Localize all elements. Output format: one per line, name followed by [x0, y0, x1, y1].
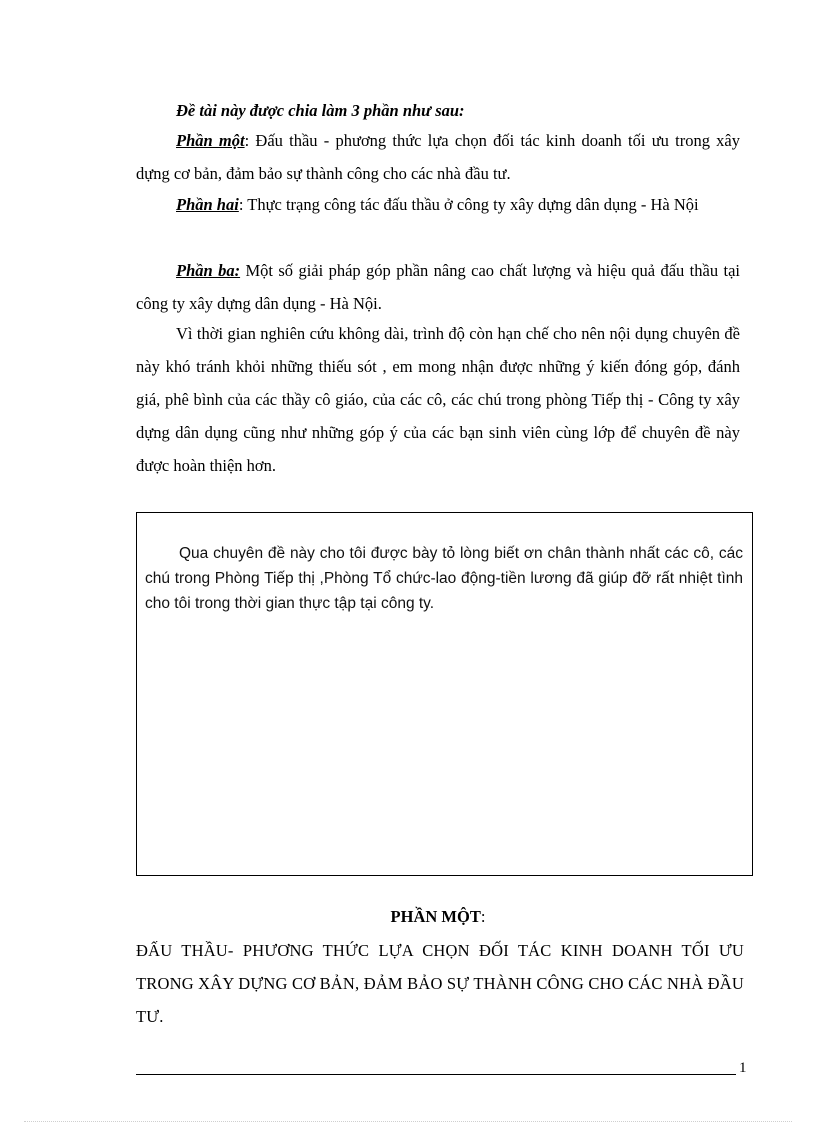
part-two-label: Phần hai [176, 195, 239, 214]
section-subtitle: ĐẤU THẦU- PHƯƠNG THỨC LỰA CHỌN ĐỐI TÁC KINH DOANH TỐI ƯU TRONG XÂY DỰNG CƠ BẢN, ĐẢM BẢO SỰ THÀNH CÔNG CHO CÁC NHÀ ĐẦU TƯ. [136, 941, 744, 1026]
part-two-text: : Thực trạng công tác đấu thầu ở công ty xây dựng dân dụng - Hà Nội [238, 195, 699, 214]
part-two-paragraph [136, 188, 740, 221]
part-one-paragraph [136, 124, 740, 190]
part-three-paragraph [136, 254, 740, 320]
intro-heading: Đề tài này được chia làm 3 phần như sau: [176, 101, 465, 120]
page-edge-divider [24, 1121, 792, 1122]
acknowledgement-box [136, 512, 753, 876]
acknowledgement-text: Qua chuyên đề này cho tôi được bày tỏ lòng biết ơn chân thành nhất các cô, các chú trong Phòng Tiếp thị ,Phòng Tổ chức-lao động-tiền lương đã giúp đỡ rất nhiệt tình cho tôi trong thời gian thực tập tại công ty. [145, 545, 743, 612]
footer-rule [136, 1074, 736, 1075]
closing-paragraph: Vì thời gian nghiên cứu không dài, trình độ còn hạn chế cho nên nội dụng chuyên đề này khó tránh khỏi những thiếu sót , em mong nhận được những ý kiến đóng góp, đánh giá, phê bình của các thầy cô giáo, của các cô, các chú trong phòng Tiếp thị - Công ty xây dựng dân dụng cũng như những góp ý của các bạn sinh viên cùng lớp để chuyên đề này được hoàn thiện hơn. [136, 324, 740, 475]
part-three-text: Một số giải pháp góp phần nâng cao chất lượng và hiệu quả đấu thầu tại công ty xây dựng dân dụng - Hà Nội. [136, 261, 740, 313]
section-title-text: PHẦN MỘT [390, 907, 481, 926]
page-number: 1 [739, 1060, 747, 1076]
intro-heading-paragraph [136, 94, 740, 127]
part-one-label: Phần một [176, 131, 245, 150]
part-one-text: : Đấu thầu - phương thức lựa chọn đối tác kinh doanh tối ưu trong xây dựng cơ bản, đảm bảo sự thành công cho các nhà đầu tư. [136, 131, 741, 183]
section-title-suffix: : [480, 907, 486, 926]
part-three-label: Phần ba: [176, 261, 241, 280]
section-title [136, 902, 740, 932]
